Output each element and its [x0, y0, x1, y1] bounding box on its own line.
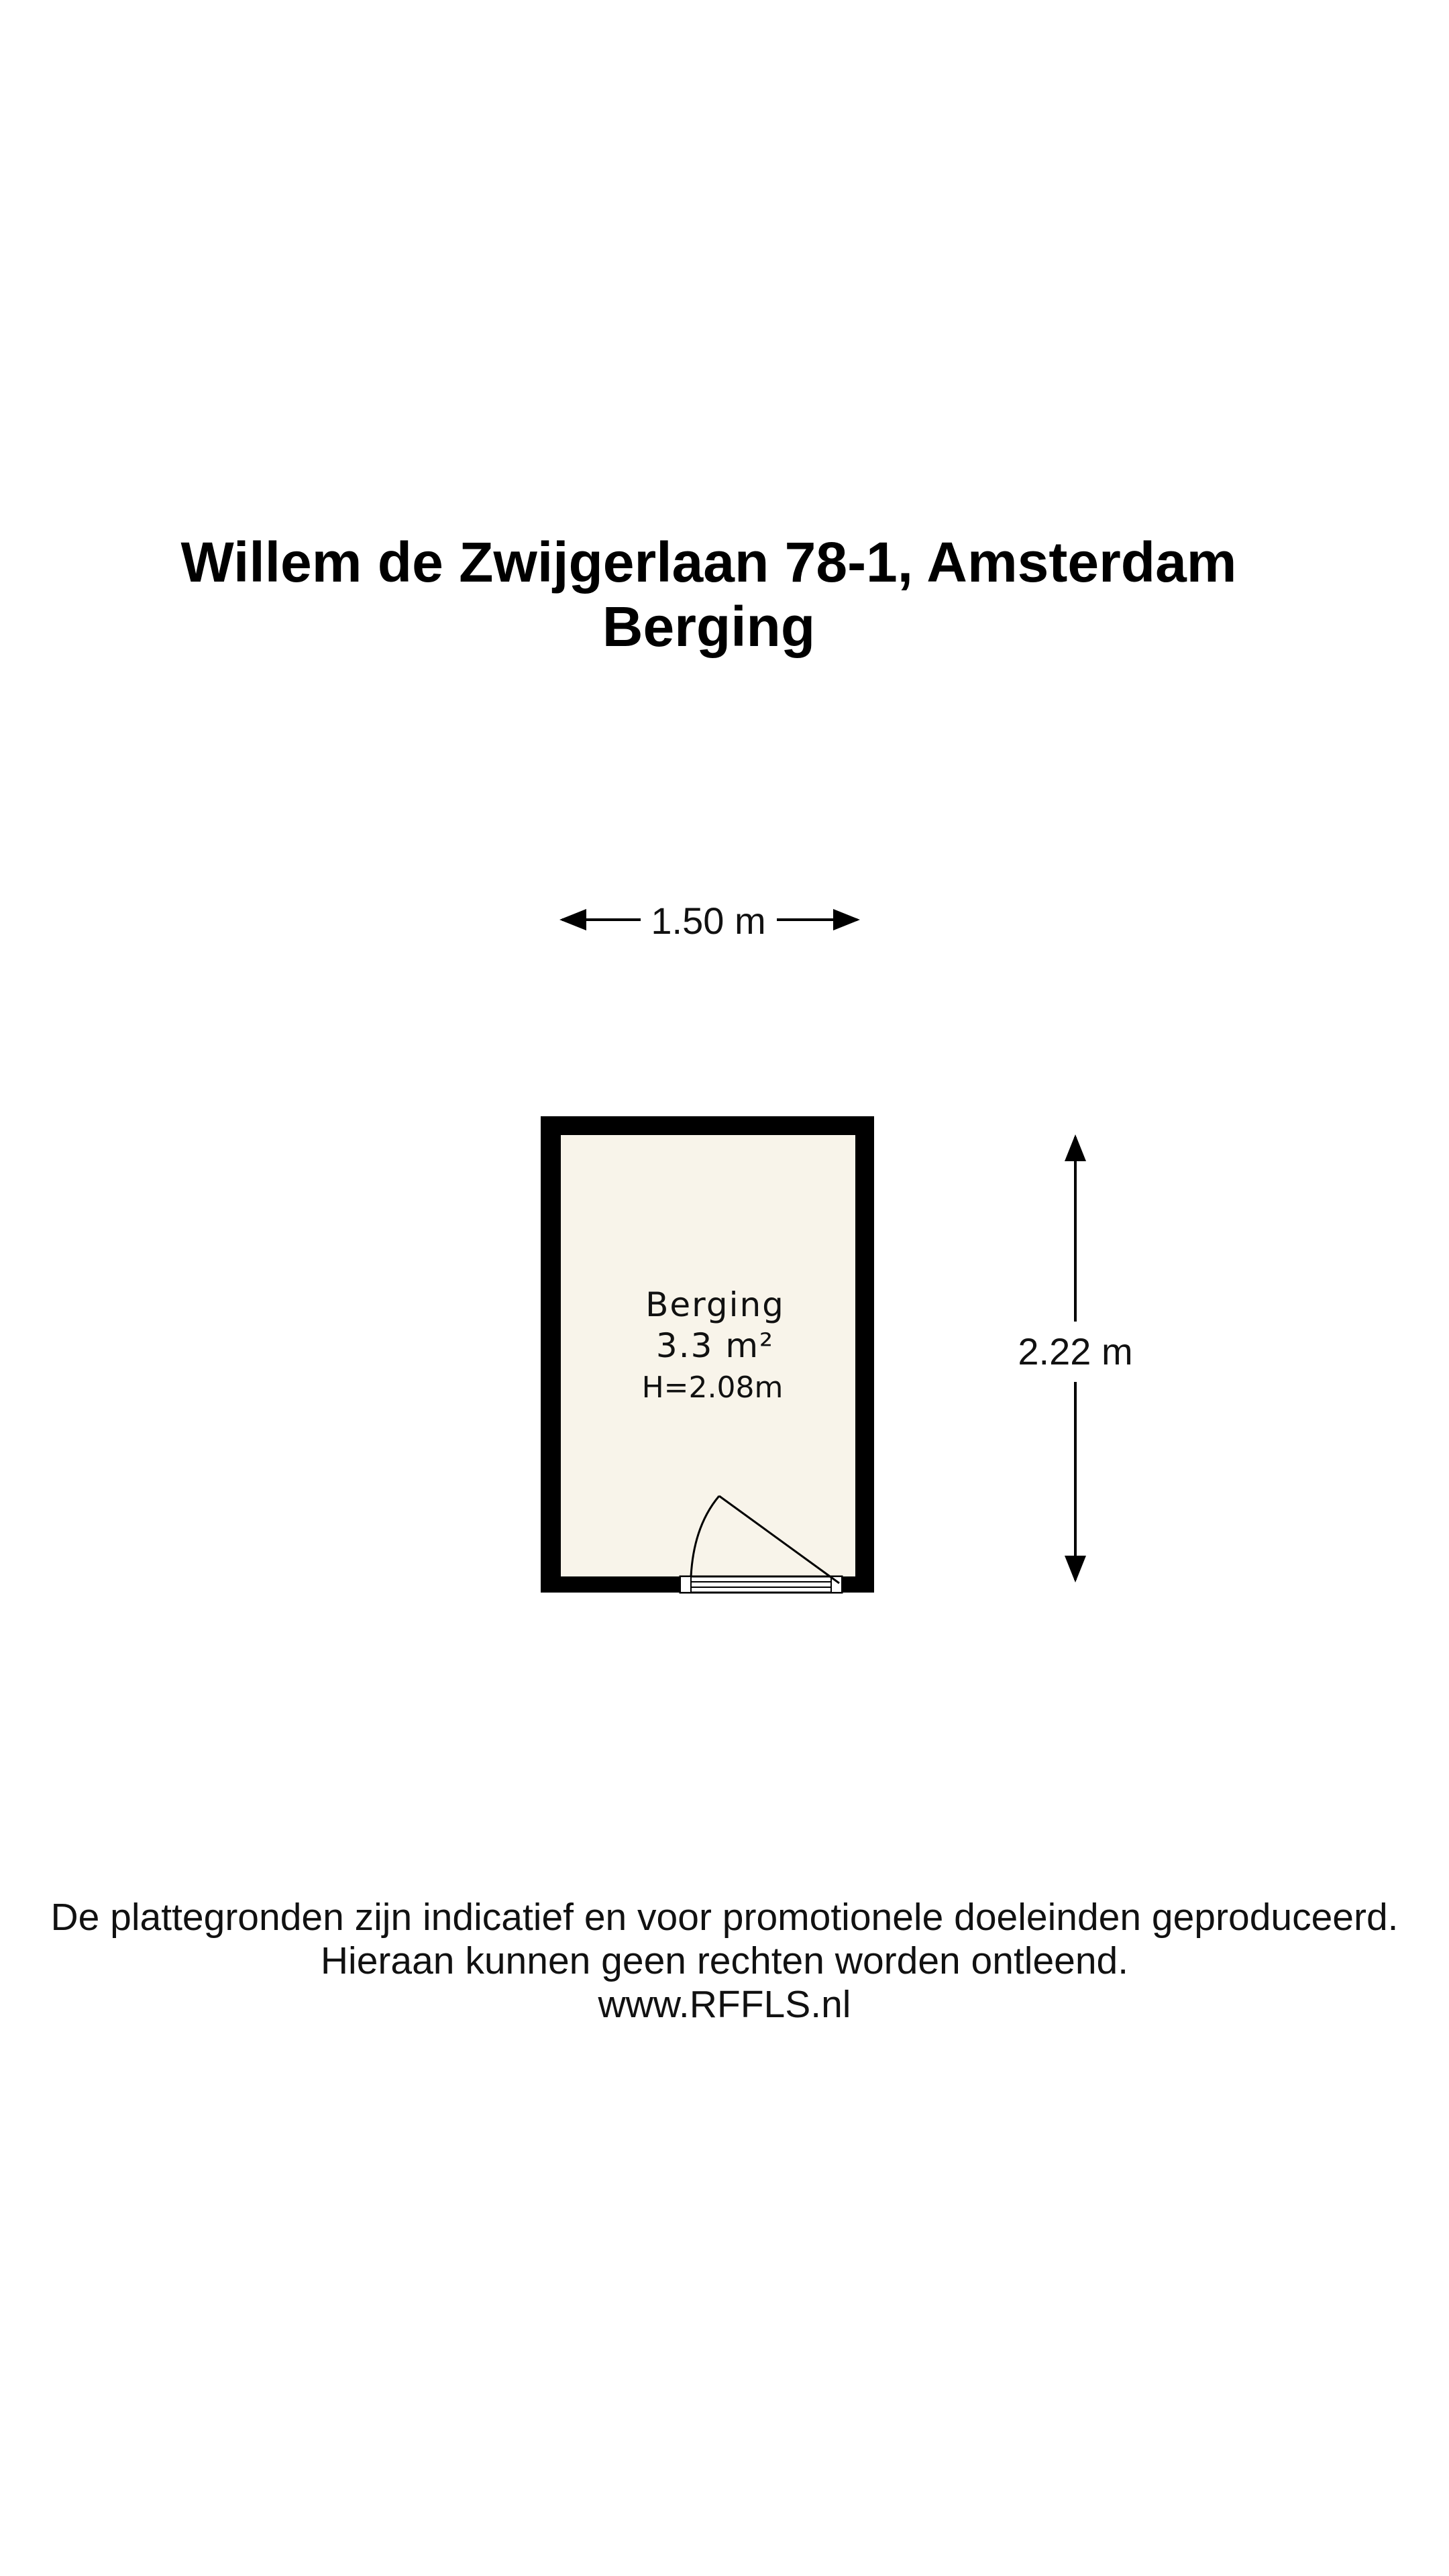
- wall-top: [541, 1116, 874, 1135]
- width-label: 1.50 m: [651, 900, 766, 942]
- wall-right: [855, 1116, 874, 1593]
- room-label: [642, 1285, 785, 1405]
- disclaimer: [0, 1896, 1449, 2027]
- website-link: www.RFFLS.nl: [598, 1983, 851, 2026]
- room-name: Berging: [645, 1285, 785, 1324]
- address-title: Willem de Zwijgerlaan 78-1, Amsterdam: [180, 531, 1237, 594]
- wall-bottom-left: [541, 1576, 680, 1593]
- door-threshold: [680, 1576, 842, 1593]
- room-height: H=2.08m: [641, 1371, 784, 1405]
- depth-label: 2.22 m: [1018, 1330, 1133, 1373]
- disclaimer-line-1: De plattegronden zijn indicatief en voor promotionele doeleinden geproduceerd.: [50, 1896, 1399, 1939]
- room-area: 3.3 m²: [655, 1326, 775, 1365]
- wall-left: [541, 1116, 561, 1593]
- floor-title: Berging: [602, 595, 816, 658]
- depth-dimension: [1018, 1137, 1132, 1580]
- wall-bottom-right: [842, 1576, 874, 1593]
- width-dimension: [562, 900, 857, 942]
- disclaimer-line-2: Hieraan kunnen geen rechten worden ontleend.: [320, 1939, 1129, 1982]
- door-jamb-left: [680, 1576, 691, 1593]
